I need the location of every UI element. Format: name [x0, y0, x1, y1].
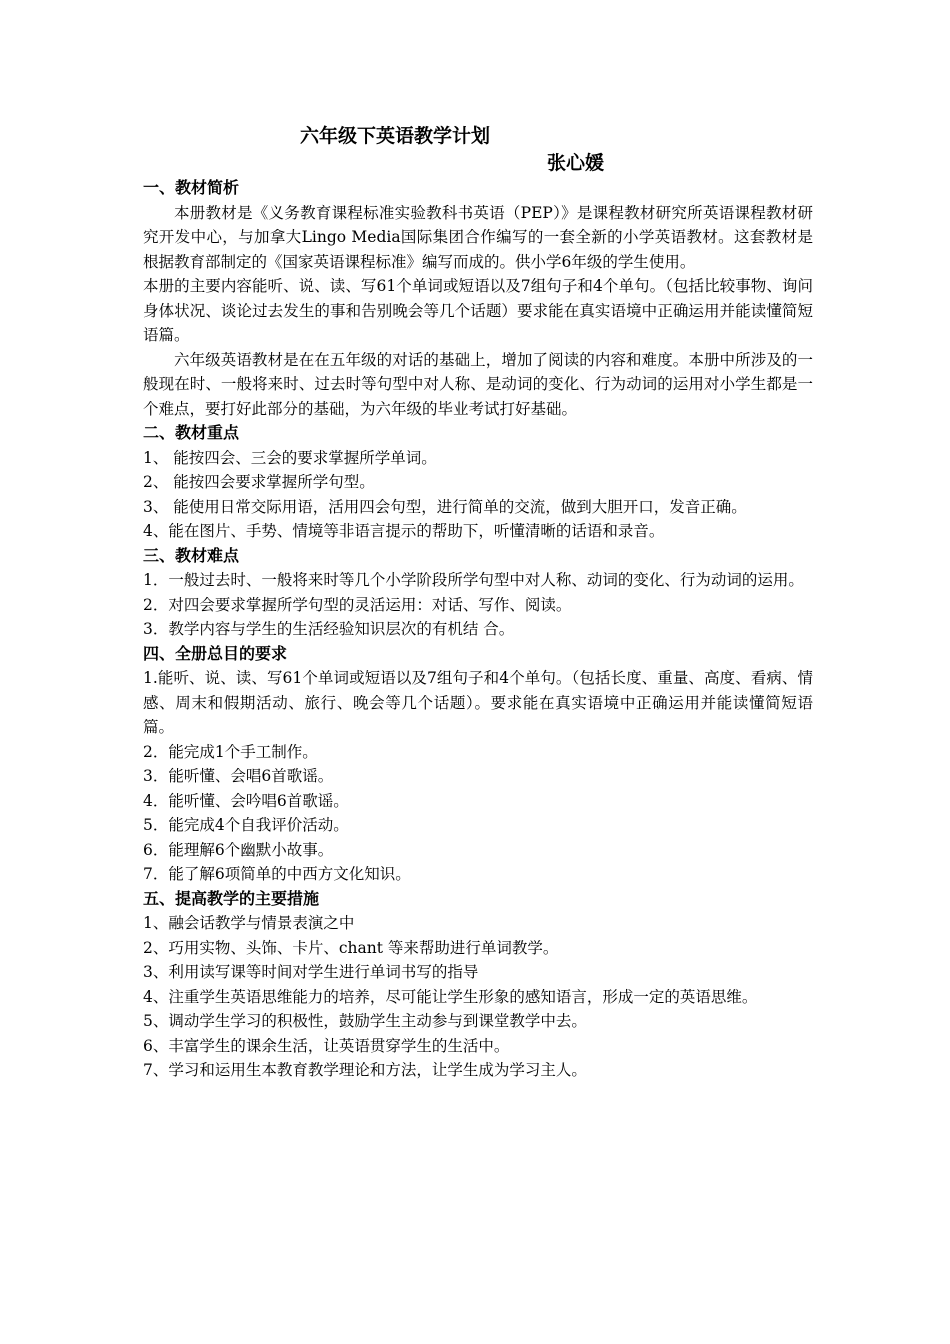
section-heading-4: 四、全册总目的要求	[143, 643, 288, 663]
list-item: 4．能听懂、会吟唱6首歌谣。	[143, 791, 349, 810]
list-item: 2．对四会要求掌握所学句型的灵活运用：对话、写作、阅读。	[143, 595, 572, 614]
list-item: 3、 能使用日常交际用语，活用四会句型，进行简单的交流，做到大胆开口，发音正确。	[143, 497, 747, 516]
paragraph: 本册教材是《义务教育课程标准实验教科书英语（PEP）》是课程教材研究所英语课程教材研究开发中心，与加拿大Lingo Media国际集团合作编写的一套全新的小学英语教材。这套教材是根据教育部制定的《国家英语课程标准》编写而成的。供小学6年级的学生使用。	[143, 203, 813, 271]
list-item: 4、注重学生英语思维能力的培养，尽可能让学生形象的感知语言，形成一定的英语思维。	[143, 987, 758, 1006]
list-item: 5、调动学生学习的积极性，鼓励学生主动参与到课堂教学中去。	[143, 1012, 587, 1030]
list-item: 2、巧用实物、头饰、卡片、chant 等来帮助进行单词教学。	[143, 938, 559, 957]
section-heading-2: 二、教材重点	[143, 423, 240, 442]
list-item: 1.能听、说、读、写61个单词或短语以及7组句子和4个单句。（包括长度、重量、高度、看病、情感、周末和假期活动、旅行、晚会等几个话题）。要求能在真实语境中正确运用并能读懂简短语篇。	[143, 669, 813, 736]
paragraph: 六年级英语教材是在在五年级的对话的基础上，增加了阅读的内容和难度。本册中所涉及的一般现在时、一般将来时、过去时等句型中对人称、是动词的变化、行为动词的运用对小学生都是一个难点，要打好此部分的基础，为六年级的毕业考试打好基础。	[143, 350, 813, 418]
section-heading-1: 一、教材简析	[143, 178, 240, 197]
list-item: 7、学习和运用生本教育教学理论和方法，让学生成为学习主人。	[143, 1061, 587, 1079]
list-item: 6．能理解6个幽默小故事。	[143, 840, 334, 859]
list-item: 3．能听懂、会唱6首歌谣。	[143, 767, 334, 785]
list-item: 1、 能按四会、三会的要求掌握所学单词。	[143, 448, 437, 467]
list-item: 1．一般过去时、一般将来时等几个小学阶段所学句型中对人称、动词的变化、行为动词的运用。	[143, 571, 804, 589]
page-title: 六年级下英语教学计划	[300, 125, 491, 147]
document-body	[143, 122, 813, 1083]
list-item: 3、利用读写课等时间对学生进行单词书写的指导	[143, 963, 479, 981]
section-heading-5: 五、提高教学的主要措施	[143, 888, 320, 908]
list-item: 1、融会话教学与情景表演之中	[143, 914, 355, 932]
section-heading-3: 三、教材难点	[143, 545, 240, 565]
list-item: 6、丰富学生的课余生活，让英语贯穿学生的生活中。	[143, 1036, 510, 1055]
list-item: 2．能完成1个手工制作。	[143, 742, 318, 761]
list-item: 7．能了解6项简单的中西方文化知识。	[143, 865, 411, 883]
list-item: 3．教学内容与学生的生活经验知识层次的有机结 合。	[143, 620, 515, 638]
author-name: 张心媛	[547, 152, 605, 174]
list-item: 5．能完成4个自我评价活动。	[143, 816, 349, 834]
paragraph: 本册的主要内容能听、说、读、写61个单词或短语以及7组句子和4个单句。（包括比较事物、询问身体状况、谈论过去发生的事和告别晚会等几个话题）要求能在真实语境中正确运用并能读懂简短语篇。	[143, 277, 813, 344]
list-item: 4、能在图片、手势、情境等非语言提示的帮助下，听懂清晰的话语和录音。	[143, 522, 665, 540]
list-item: 2、 能按四会要求掌握所学句型。	[143, 473, 375, 491]
